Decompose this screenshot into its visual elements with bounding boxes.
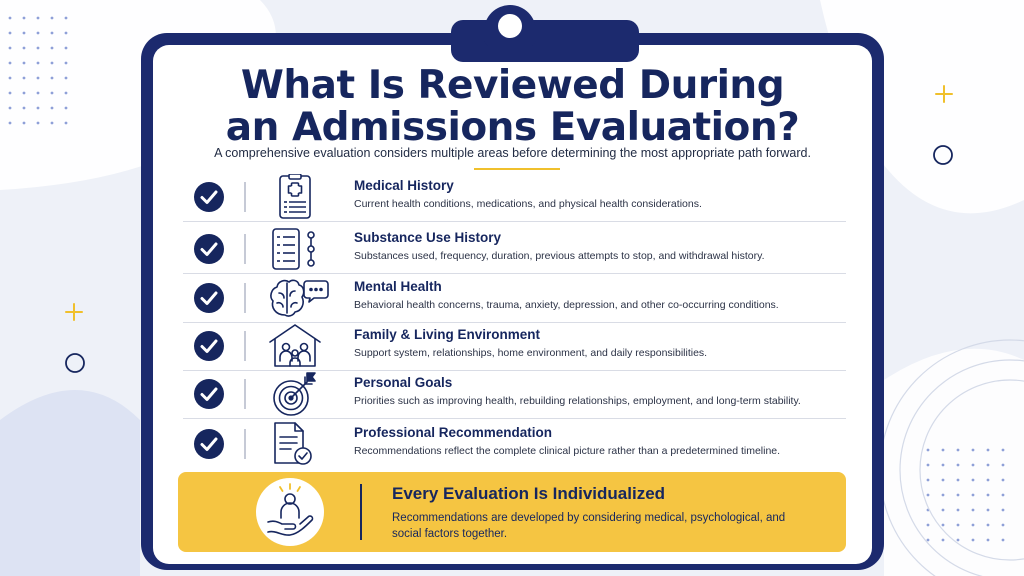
row-divider-vertical	[244, 182, 246, 212]
individualized-banner	[178, 472, 846, 552]
check-icon	[194, 182, 224, 212]
page-subtitle: A comprehensive evaluation considers multiple areas before determining the most appropriate path forward.	[214, 146, 811, 160]
list-item-medical-history	[183, 174, 846, 222]
row-title: Family & Living Environment	[354, 327, 541, 342]
row-divider-vertical	[244, 331, 246, 361]
family-home-icon	[267, 323, 329, 371]
page-title-line-2: an Admissions Evaluation?	[225, 105, 800, 150]
row-title: Professional Recommendation	[354, 425, 553, 440]
banner-divider	[360, 484, 362, 540]
row-description: Current health conditions, medications, and physical health considerations.	[354, 198, 702, 210]
check-icon	[194, 283, 224, 313]
row-description: Behavioral health concerns, trauma, anxiety, depression, and other co-occurring conditions.	[354, 299, 779, 311]
banner-description: Recommendations are developed by considering medical, psychological, and social factors together.	[392, 512, 786, 540]
row-description: Priorities such as improving health, rebuilding relationships, employment, and long-term stability.	[354, 395, 801, 407]
medical-clipboard-icon	[267, 174, 329, 222]
banner-icon-circle	[256, 478, 324, 546]
row-divider-vertical	[244, 234, 246, 264]
list-item-family-living-environment	[183, 323, 846, 371]
row-divider-vertical	[244, 379, 246, 409]
row-description: Support system, relationships, home environment, and daily responsibilities.	[354, 347, 708, 359]
document-check-icon	[267, 421, 329, 469]
row-divider-vertical	[244, 283, 246, 313]
row-description: Recommendations reflect the complete clinical picture rather than a predetermined timeline.	[354, 445, 781, 457]
row-title: Medical History	[354, 178, 454, 193]
check-icon	[194, 429, 224, 459]
row-divider	[183, 418, 846, 419]
row-description: Substances used, frequency, duration, previous attempts to stop, and withdrawal history.	[354, 250, 765, 262]
row-divider	[183, 221, 846, 222]
hand-person-icon	[256, 478, 324, 546]
list-item-mental-health	[183, 275, 846, 323]
page-title-line-1: What Is Reviewed During	[240, 63, 785, 108]
clipboard-clip-hole	[498, 14, 522, 38]
row-divider-vertical	[244, 429, 246, 459]
row-title: Mental Health	[354, 279, 442, 294]
list-item-personal-goals	[183, 371, 846, 419]
row-title: Personal Goals	[354, 375, 453, 390]
title-underline	[474, 168, 560, 170]
list-item-substance-use-history	[183, 226, 846, 274]
row-divider	[183, 273, 846, 274]
banner-title: Every Evaluation Is Individualized	[392, 484, 666, 503]
clipboard-clip	[451, 20, 639, 62]
target-icon	[267, 371, 329, 419]
brain-chat-icon	[267, 275, 329, 323]
list-item-professional-recommendation	[183, 421, 846, 469]
check-icon	[194, 331, 224, 361]
checklist-icon	[267, 226, 329, 274]
check-icon	[194, 234, 224, 264]
row-title: Substance Use History	[354, 230, 502, 245]
check-icon	[194, 379, 224, 409]
